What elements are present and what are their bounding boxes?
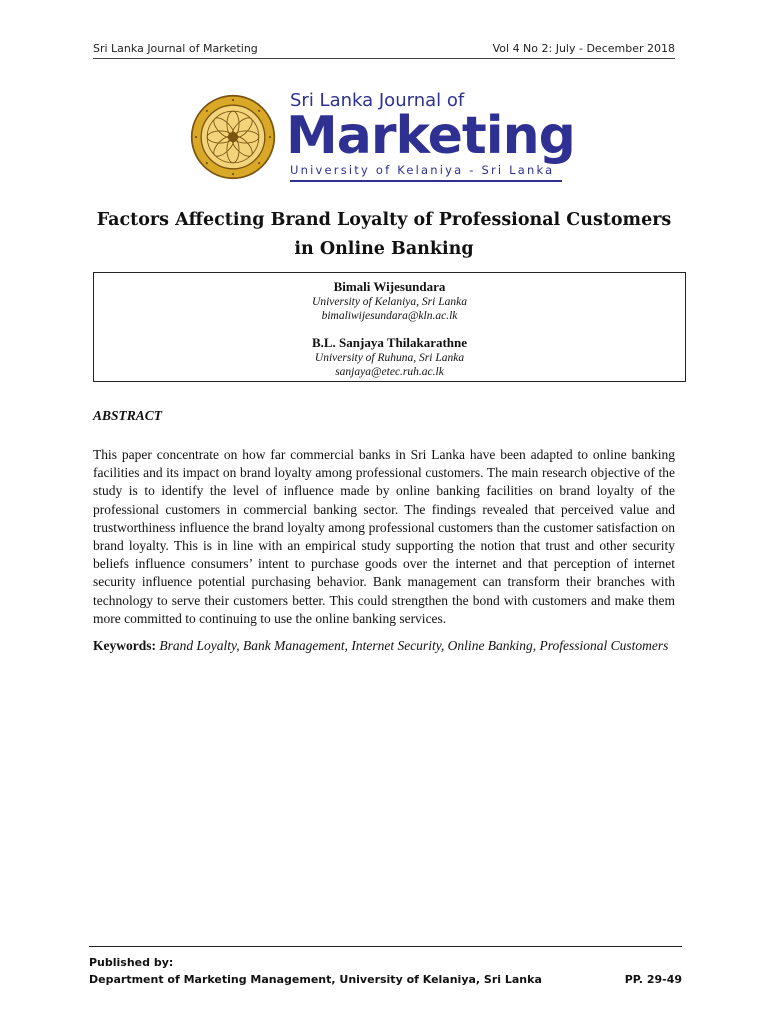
author-email: sanjaya@etec.ruh.ac.lk [335, 366, 444, 378]
running-header [93, 42, 675, 59]
logo-line-3: University of Kelaniya - Sri Lanka [290, 163, 555, 177]
author-email: bimaliwijesundara@kln.ac.lk [321, 310, 458, 322]
logo-wordmark: Marketing [286, 106, 575, 166]
abstract-heading: ABSTRACT [93, 408, 163, 423]
issue-info: Vol 4 No 2: July - December 2018 [492, 42, 675, 55]
keywords [93, 637, 675, 655]
published-by-label: Published by: [89, 956, 174, 969]
keywords-list: Brand Loyalty, Bank Management, Internet Security, Online Banking, Professional Customers [159, 638, 669, 653]
publisher-department: Department of Marketing Management, University of Kelaniya, Sri Lanka [89, 973, 542, 986]
keywords-label: Keywords: [93, 638, 156, 653]
page-range: PP. 29-49 [624, 973, 682, 986]
footer-divider [89, 946, 682, 947]
journal-logo [190, 90, 580, 190]
author-name: B.L. Sanjaya Thilakarathne [311, 335, 468, 350]
author-2 [94, 335, 685, 379]
author-1 [94, 279, 685, 323]
paper-title: Factors Affecting Brand Loyalty of Professional Customers in Online Banking [96, 210, 672, 259]
author-affiliation: University of Kelaniya, Sri Lanka [312, 296, 467, 308]
logo-line-1: Sri Lanka Journal of [290, 90, 465, 111]
abstract-body: This paper concentrate on how far commercial banks in Sri Lanka have been adapted to online banking facilities and its impact on brand loyalty among professional customers. The main research objective of the study is to identify the level of influence made by online banking facilities on brand loyalty of the professional customers in commercial banking sector. The findings revealed that perceived value and trustworthiness influence the brand loyalty among professional customers than the customer satisfaction on brand loyalty. This is in line with an empirical study supporting the notion that trust and other security beliefs influence consumers’ intent to purchase goods over the internet and that perception of internet security influence potential purchasing behavior. Bank management can transform their branches with technology to serve their customers better. This could strengthen the bond with customers and make them more committed to continuing to use the online banking services. [93, 447, 675, 626]
footer [89, 954, 682, 988]
author-box [93, 272, 686, 382]
university-seal-icon [190, 94, 276, 180]
author-affiliation: University of Ruhuna, Sri Lanka [314, 352, 465, 364]
logo-underline [290, 180, 562, 182]
author-name: Bimali Wijesundara [333, 279, 446, 294]
journal-name: Sri Lanka Journal of Marketing [93, 42, 258, 55]
